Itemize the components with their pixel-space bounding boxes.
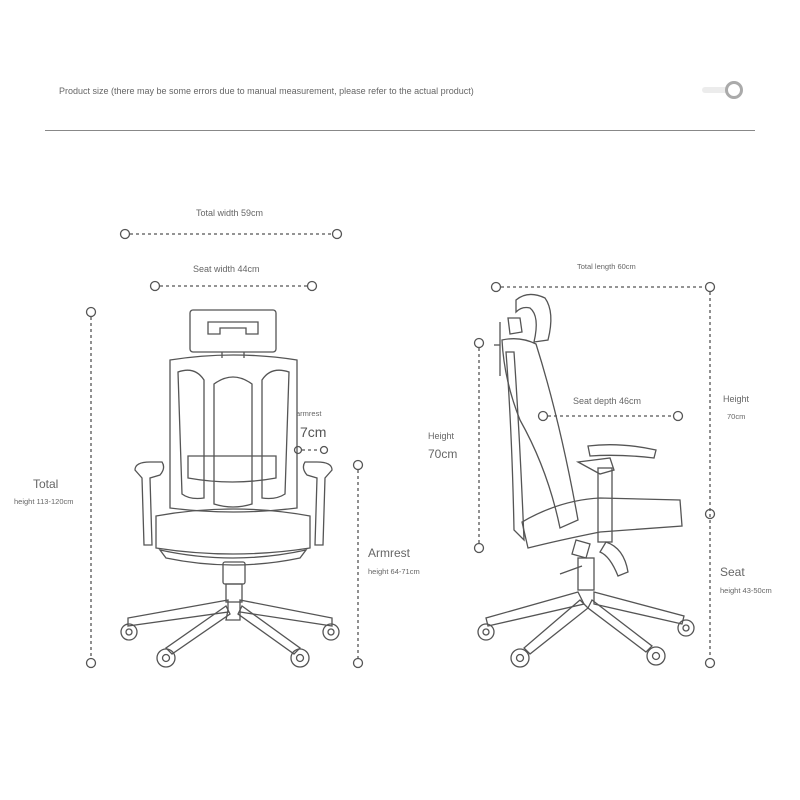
armrest-adjust-dimension <box>295 447 328 454</box>
total-height-title: Total <box>33 477 59 491</box>
seat-width-dimension <box>151 282 317 291</box>
front-chair-armrests <box>135 462 332 545</box>
total-width-label: Total width 59cm <box>196 208 264 218</box>
right-height-dimension <box>706 292 715 668</box>
armrest-height-value: height 64-71cm <box>368 567 420 576</box>
back-height-dimension <box>475 339 484 553</box>
front-chair-backrest <box>170 355 297 512</box>
front-chair-base <box>121 562 339 667</box>
total-length-dimension <box>492 283 715 292</box>
armrest-height-dimension <box>354 461 363 668</box>
total-height-dimension <box>87 308 96 668</box>
side-chair-seat <box>522 498 682 548</box>
back-height-title: Height <box>428 431 455 441</box>
back-height-value: 70cm <box>428 447 458 461</box>
seat-width-label: Seat width 44cm <box>193 264 260 274</box>
total-length-label: Total length 60cm <box>577 262 636 271</box>
right-height-value: 70cm <box>727 412 746 421</box>
front-chair-headrest <box>190 310 276 358</box>
total-height-value: height 113-120cm <box>14 497 74 506</box>
armrest-adjust-title: armrest <box>296 409 322 418</box>
right-height-title: Height <box>723 394 750 404</box>
total-width-dimension <box>121 230 342 239</box>
armrest-adjust-value: 7cm <box>300 424 327 440</box>
front-chair-seat <box>156 509 310 565</box>
side-chair-backrest <box>502 339 578 540</box>
seat-height-value: height 43-50cm <box>720 586 772 595</box>
seat-depth-dimension <box>539 412 683 421</box>
side-chair-armrest <box>578 445 656 542</box>
seat-height-title: Seat <box>720 565 745 579</box>
armrest-height-title: Armrest <box>368 546 410 560</box>
seat-depth-label: Seat depth 46cm <box>573 396 642 406</box>
side-chair-base <box>478 540 694 667</box>
product-size-note: Product size (there may be some errors due to manual measurement, please refer to the actual product) <box>59 86 474 96</box>
